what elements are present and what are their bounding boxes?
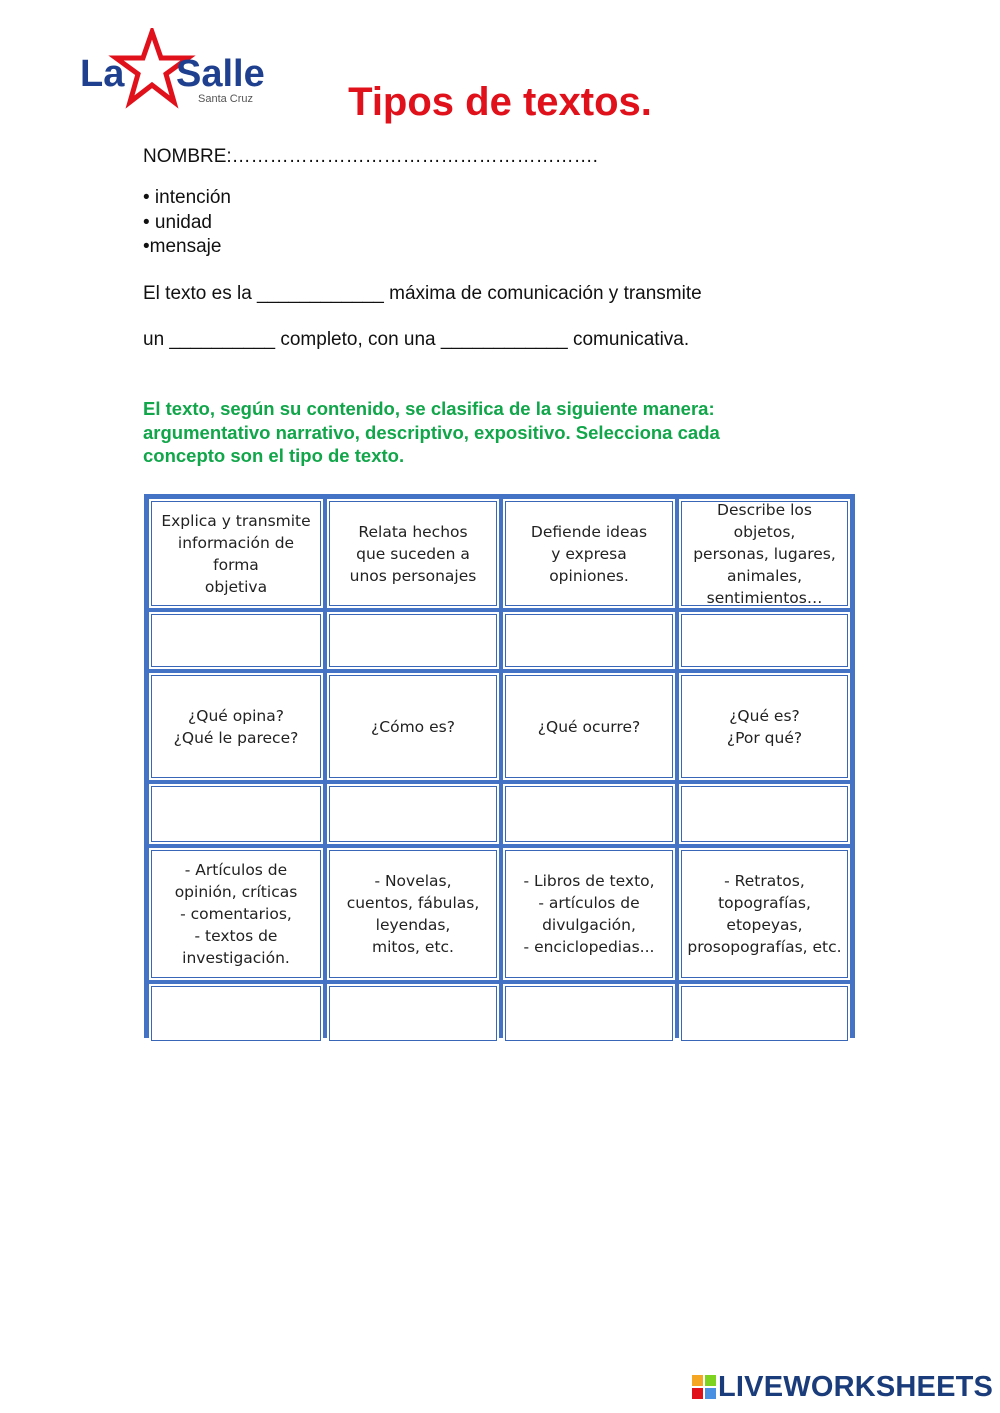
page-title: Tipos de textos. (348, 80, 652, 124)
fill-sentence-2[interactable]: un __________ completo, con una ____________ comunicativa. (143, 329, 690, 350)
table-cell: ¿Cómo es? (327, 673, 499, 780)
bullet-item-unidad: • unidad (143, 211, 212, 233)
bullet-item-intencion: • intención (143, 187, 231, 208)
answer-drop-cell[interactable] (149, 784, 323, 844)
answer-drop-cell[interactable] (503, 784, 675, 844)
table-cell: ¿Qué opina? ¿Qué le parece? (149, 673, 323, 780)
bullet-item-mensaje: •mensaje (143, 236, 222, 257)
answer-drop-cell[interactable] (679, 984, 850, 1043)
liveworksheets-brand (692, 1369, 992, 1405)
answer-drop-cell[interactable] (327, 784, 499, 844)
answer-drop-cell[interactable] (327, 984, 499, 1043)
answer-drop-cell[interactable] (679, 784, 850, 844)
table-cell: Defiende ideas y expresa opiniones. (503, 499, 675, 608)
table-cell: ¿Qué es? ¿Por qué? (679, 673, 850, 780)
table-cell: - Novelas, cuentos, fábulas, leyendas, mitos, etc. (327, 848, 499, 980)
table-cell: Relata hechos que suceden a unos personajes (327, 499, 499, 608)
instructions: El texto, según su contenido, se clasifica de la siguiente manera: argumentativo narrativo, descriptivo, expositivo. Selecciona cada concepto son el tipo de texto. (143, 398, 720, 466)
answer-drop-cell[interactable] (149, 612, 323, 669)
fill-sentence-1[interactable]: El texto es la ____________ máxima de comunicación y transmite (143, 283, 702, 304)
nombre-field[interactable]: NOMBRE:…………………………………………………. (143, 146, 598, 167)
bullet-list (143, 186, 231, 260)
table-cell: ¿Qué ocurre? (503, 673, 675, 780)
logo-subtitle: Santa Cruz (198, 93, 254, 105)
table-cell: Explica y transmite información de forma objetiva (149, 499, 323, 608)
table-cell: - Retratos, topografías, etopeyas, prosopografías, etc. (679, 848, 850, 980)
answer-drop-cell[interactable] (503, 984, 675, 1043)
logo-text-left: La (80, 53, 125, 95)
table-cell: - Artículos de opinión, críticas - comentarios, - textos de investigación. (149, 848, 323, 980)
logo-text-right: Salle (176, 53, 265, 95)
liveworksheets-text: LIVEWORKSHEETS (718, 1371, 994, 1403)
table-cell: Describe los objetos, personas, lugares, animales, sentimientos… (679, 499, 850, 608)
classification-table (144, 494, 855, 1038)
answer-drop-cell[interactable] (503, 612, 675, 669)
liveworksheets-icon (692, 1375, 716, 1399)
answer-drop-cell[interactable] (327, 612, 499, 669)
answer-drop-cell[interactable] (679, 612, 850, 669)
answer-drop-cell[interactable] (149, 984, 323, 1043)
table-cell: - Libros de texto, - artículos de divulgación, - enciclopedias... (503, 848, 675, 980)
